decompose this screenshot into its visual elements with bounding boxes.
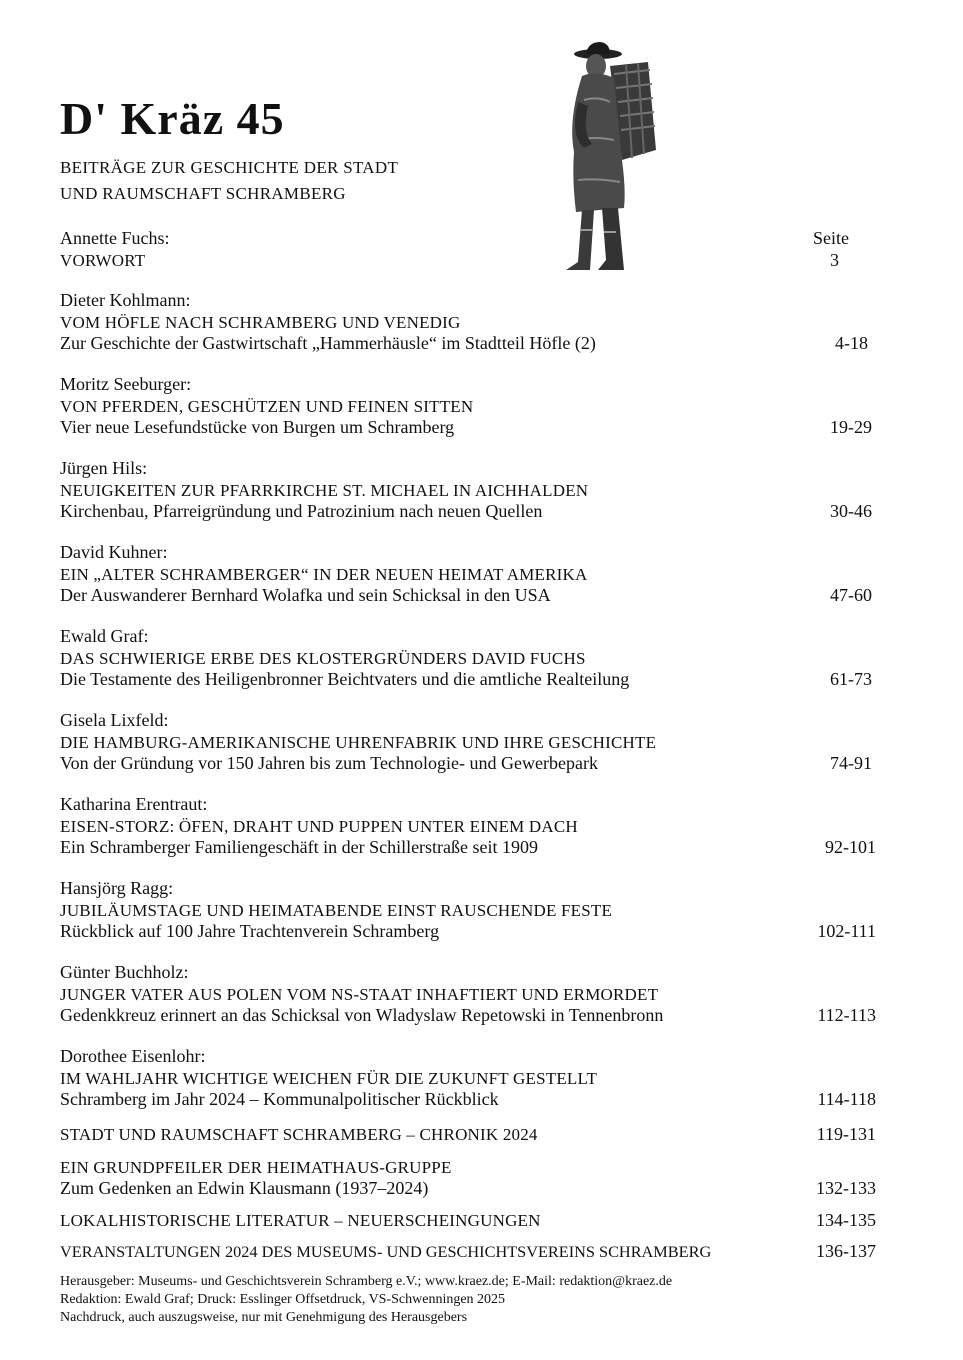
page-title: D' Kräz 45 <box>60 93 285 144</box>
entry-pages: 3 <box>830 250 839 270</box>
entry-pages: 112-113 <box>817 1005 876 1025</box>
entry-author: Dorothee Eisenlohr: <box>60 1046 206 1066</box>
entry-author: Ewald Graf: <box>60 626 149 646</box>
entry-title: JUNGER VATER AUS POLEN VOM NS-STAAT INHAFTIERT UND ERMORDET <box>60 985 659 1004</box>
subtitle-line-2: UND RAUMSCHAFT SCHRAMBERG <box>60 184 346 203</box>
entry-author: Annette Fuchs: <box>60 228 170 248</box>
entry-author: Gisela Lixfeld: <box>60 710 169 730</box>
entry-subtitle: Zur Geschichte der Gastwirtschaft „Hammerhäusle“ im Stadtteil Höfle (2) <box>60 333 596 353</box>
footer-publisher: Herausgeber: Museums- und Geschichtsverein Schramberg e.V.; www.kraez.de; E-Mail: redaktion@kraez.de <box>60 1274 673 1289</box>
extra-title: VERANSTALTUNGEN 2024 DES MUSEUMS- UND GESCHICHTSVEREINS SCHRAMBERG <box>60 1242 712 1261</box>
entry-pages: 4-18 <box>835 333 868 353</box>
extra-pages: 132-133 <box>816 1178 876 1198</box>
entry-title: EIN „ALTER SCHRAMBERGER“ IN DER NEUEN HEIMAT AMERIKA <box>60 565 588 584</box>
extra-pages: 134-135 <box>816 1210 876 1230</box>
subtitle-line-1: BEITRÄGE ZUR GESCHICHTE DER STADT <box>60 158 399 177</box>
entry-pages: 92-101 <box>825 837 876 857</box>
entry-title: EISEN-STORZ: ÖFEN, DRAHT UND PUPPEN UNTER EINEM DACH <box>60 817 578 836</box>
extra-title: LOKALHISTORISCHE LITERATUR – NEUERSCHEINGUNGEN <box>60 1211 541 1230</box>
entry-pages: 114-118 <box>817 1089 876 1109</box>
entry-title: NEUIGKEITEN ZUR PFARRKIRCHE ST. MICHAEL IN AICHHALDEN <box>60 481 589 500</box>
entry-title: IM WAHLJAHR WICHTIGE WEICHEN FÜR DIE ZUKUNFT GESTELLT <box>60 1069 598 1088</box>
entry-title: DIE HAMBURG-AMERIKANISCHE UHRENFABRIK UND IHRE GESCHICHTE <box>60 733 657 752</box>
extra-title: EIN GRUNDPFEILER DER HEIMATHAUS-GRUPPE <box>60 1158 452 1177</box>
entry-author: Dieter Kohlmann: <box>60 290 191 310</box>
kraezentraeger-figure-illustration <box>548 40 678 272</box>
entry-subtitle: Von der Gründung vor 150 Jahren bis zum Technologie- und Gewerbepark <box>60 753 598 773</box>
seite-label: Seite <box>813 228 849 248</box>
entry-subtitle: Ein Schramberger Familiengeschäft in der Schillerstraße seit 1909 <box>60 837 539 857</box>
extra-title: STADT UND RAUMSCHAFT SCHRAMBERG – CHRONIK 2024 <box>60 1125 538 1144</box>
entry-title: DAS SCHWIERIGE ERBE DES KLOSTERGRÜNDERS DAVID FUCHS <box>60 649 586 668</box>
entry-pages: 61-73 <box>830 669 872 689</box>
entry-subtitle: Schramberg im Jahr 2024 – Kommunalpolitischer Rückblick <box>60 1089 499 1109</box>
footer-editor: Redaktion: Ewald Graf; Druck: Esslinger Offsetdruck, VS-Schwenningen 2025 <box>60 1292 506 1307</box>
entry-title: JUBILÄUMSTAGE UND HEIMATABENDE EINST RAUSCHENDE FESTE <box>60 901 613 920</box>
entry-title: VORWORT <box>60 251 146 270</box>
entry-subtitle: Gedenkkreuz erinnert an das Schicksal von Wladyslaw Repetowski in Tennenbronn <box>60 1005 664 1025</box>
entry-pages: 102-111 <box>817 921 876 941</box>
extra-pages: 119-131 <box>816 1124 876 1144</box>
extra-pages: 136-137 <box>816 1241 876 1261</box>
entry-author: Moritz Seeburger: <box>60 374 192 394</box>
entry-subtitle: Kirchenbau, Pfarreigründung und Patrozinium nach neuen Quellen <box>60 501 543 521</box>
entry-subtitle: Die Testamente des Heiligenbronner Beichtvaters und die amtliche Realteilung <box>60 669 630 689</box>
entry-pages: 74-91 <box>830 753 872 773</box>
entry-author: Günter Buchholz: <box>60 962 189 982</box>
entry-subtitle: Rückblick auf 100 Jahre Trachtenverein Schramberg <box>60 921 440 941</box>
entry-title: VOM HÖFLE NACH SCHRAMBERG UND VENEDIG <box>60 313 461 332</box>
entry-author: Jürgen Hils: <box>60 458 148 478</box>
entry-pages: 19-29 <box>830 417 872 437</box>
entry-author: Katharina Erentraut: <box>60 794 208 814</box>
entry-pages: 30-46 <box>830 501 872 521</box>
entry-subtitle: Der Auswanderer Bernhard Wolafka und sein Schicksal in den USA <box>60 585 551 605</box>
entry-title: VON PFERDEN, GESCHÜTZEN UND FEINEN SITTEN <box>60 397 474 416</box>
entry-subtitle: Vier neue Lesefundstücke von Burgen um Schramberg <box>60 417 455 437</box>
entry-pages: 47-60 <box>830 585 872 605</box>
entry-author: David Kuhner: <box>60 542 168 562</box>
entry-author: Hansjörg Ragg: <box>60 878 174 898</box>
extra-subtitle: Zum Gedenken an Edwin Klausmann (1937–2024) <box>60 1178 429 1198</box>
footer-copyright: Nachdruck, auch auszugsweise, nur mit Genehmigung des Herausgebers <box>60 1310 468 1325</box>
